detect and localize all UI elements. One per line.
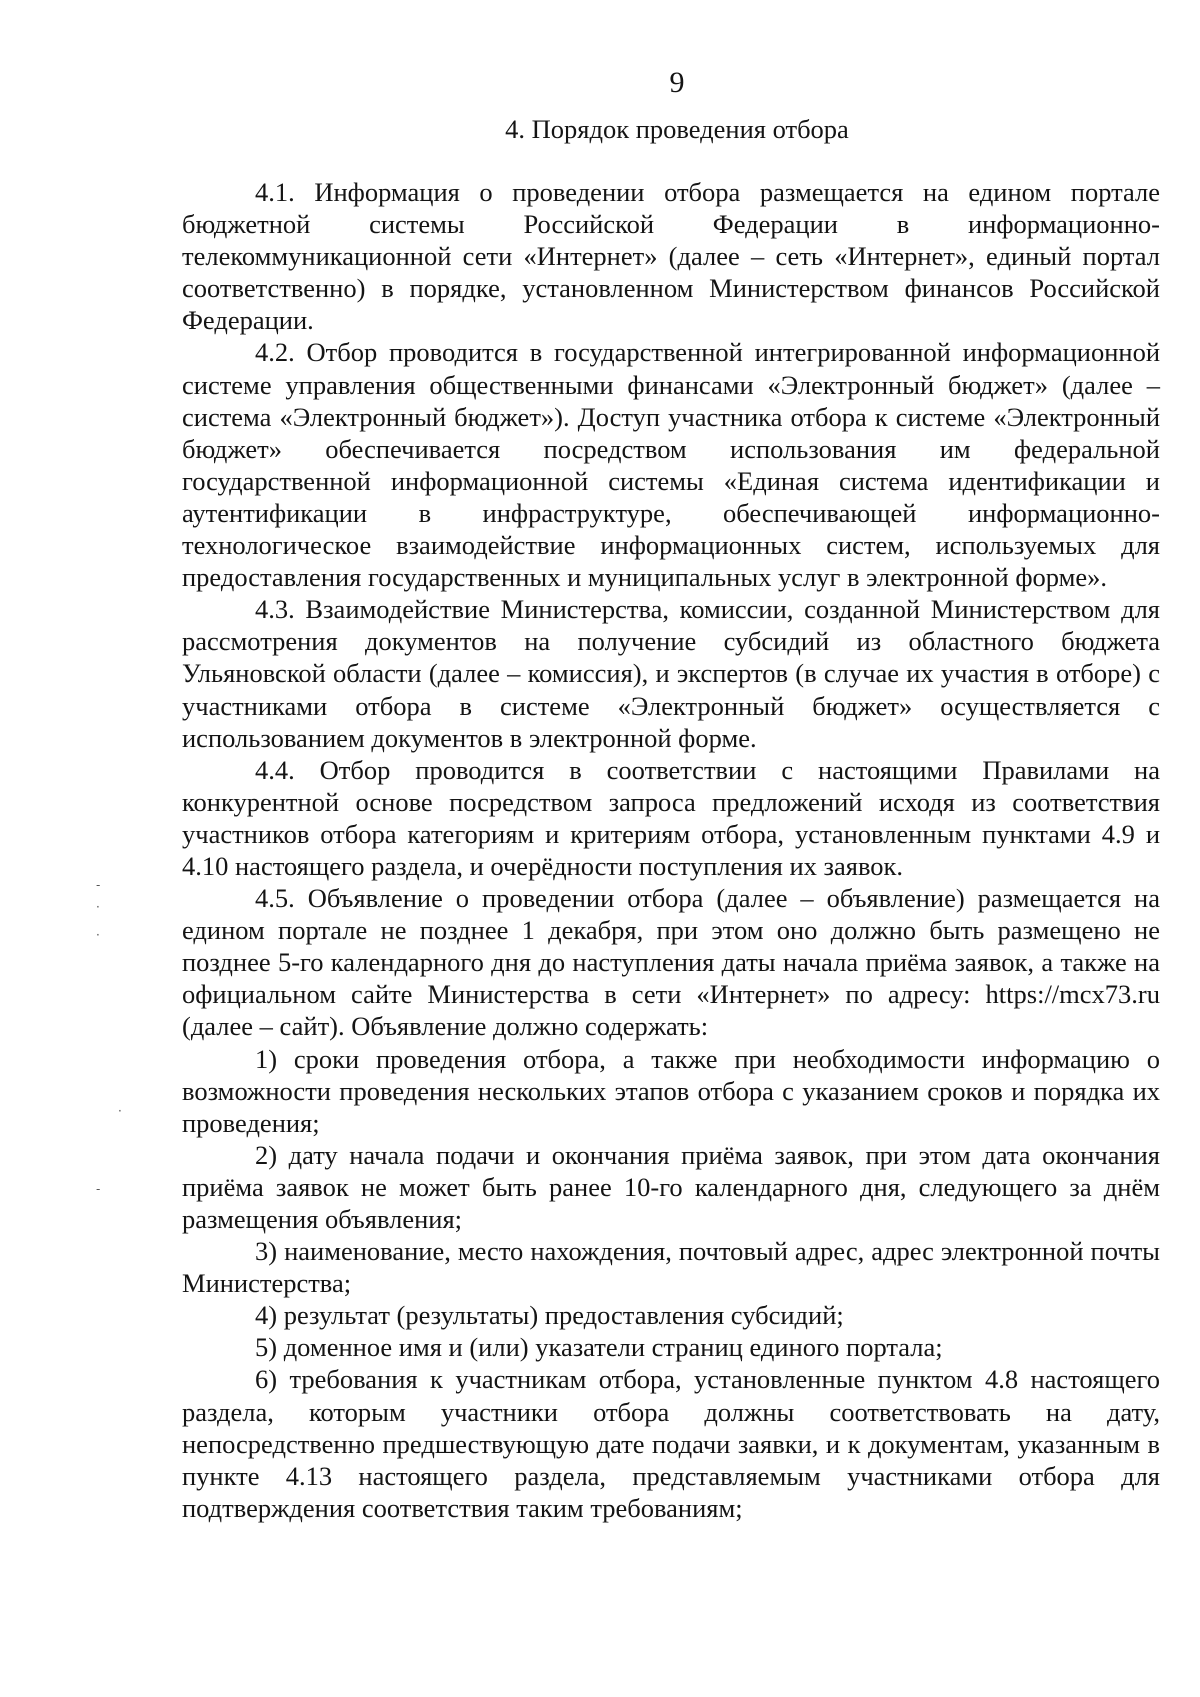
list-item-6: 6) требования к участникам отбора, установленные пунктом 4.8 настоящего раздела, которым участники отбора должны соответствовать на дату, непосредственно предшествующую дате подачи заявки, и к документам, указанным в пункте 4.13 настоящего раздела, представляемым участниками отбора для подтверждения соответствия таким требованиям; — [182, 1364, 1160, 1523]
paragraph-4-2: 4.2. Отбор проводится в государственной интегрированной информационной системе управления общественными финансами «Электронный бюджет» (далее – система «Электронный бюджет»). Доступ участника отбора к системе «Электронный бюджет» обеспечивается посредством использования им федеральной государственной информационной системы «Единая система идентификации и аутентификации в инфраструктуре, обеспечивающей информационно-технологическое взаимодействие информационных систем, используемых для предоставления государственных и муниципальных услуг в электронной форме». — [182, 337, 1160, 593]
list-item-1: 1) сроки проведения отбора, а также при необходимости информацию о возможности проведения нескольких этапов отбора с указанием сроков и порядка их проведения; — [182, 1043, 1160, 1138]
scan-mark: - — [96, 1182, 101, 1196]
scan-mark: · — [96, 928, 100, 942]
section-title: 4. Порядок проведения отбора — [505, 114, 849, 144]
document-body — [182, 176, 1160, 1524]
paragraph-4-5: 4.5. Объявление о проведении отбора (далее – объявление) размещается на едином портале не позднее 1 декабря, при этом оно должно быть размещено не позднее 5-го календарного дня до наступления даты начала приёма заявок, а также на официальном сайте Министерства в сети «Интернет» по адресу: https://mcx73.ru (далее – сайт). Объявление должно содержать: — [182, 883, 1160, 1042]
paragraph-4-4: 4.4. Отбор проводится в соответствии с настоящими Правилами на конкурентной основе посредством запроса предложений исходя из соответствия участников отбора категориям и критериям отбора, установленным пунктами 4.9 и 4.10 настоящего раздела, и очерёдности поступления их заявок. — [182, 754, 1160, 881]
scan-mark: · — [96, 900, 100, 914]
paragraph-4-1: 4.1. Информация о проведении отбора размещается на едином портале бюджетной системы Российской Федерации в информационно-телекоммуникационной сети «Интернет» (далее – сеть «Интернет», единый портал соответственно) в порядке, установленном Министерством финансов Российской Федерации. — [182, 177, 1160, 336]
page-number: 9 — [669, 66, 685, 99]
list-item-4: 4) результат (результаты) предоставления субсидий; — [255, 1300, 844, 1331]
list-item-2: 2) дату начала подачи и окончания приёма заявок, при этом дата окончания приёма заявок не может быть ранее 10-го календарного дня, следующего за днём размещения объявления; — [182, 1139, 1160, 1234]
list-item-3: 3) наименование, место нахождения, почтовый адрес, адрес электронной почты Министерства; — [182, 1236, 1160, 1299]
list-item-5: 5) доменное имя и (или) указатели страниц единого портала; — [255, 1332, 943, 1363]
scan-mark: - — [96, 878, 101, 892]
scan-mark: · — [118, 1104, 122, 1118]
paragraph-4-3: 4.3. Взаимодействие Министерства, комиссии, созданной Министерством для рассмотрения документов на получение субсидий из областного бюджета Ульяновской области (далее – комиссия), и экспертов (в случае их участия в отборе) с участниками отбора в системе «Электронный бюджет» осуществляется с использованием документов в электронной форме. — [182, 594, 1160, 753]
